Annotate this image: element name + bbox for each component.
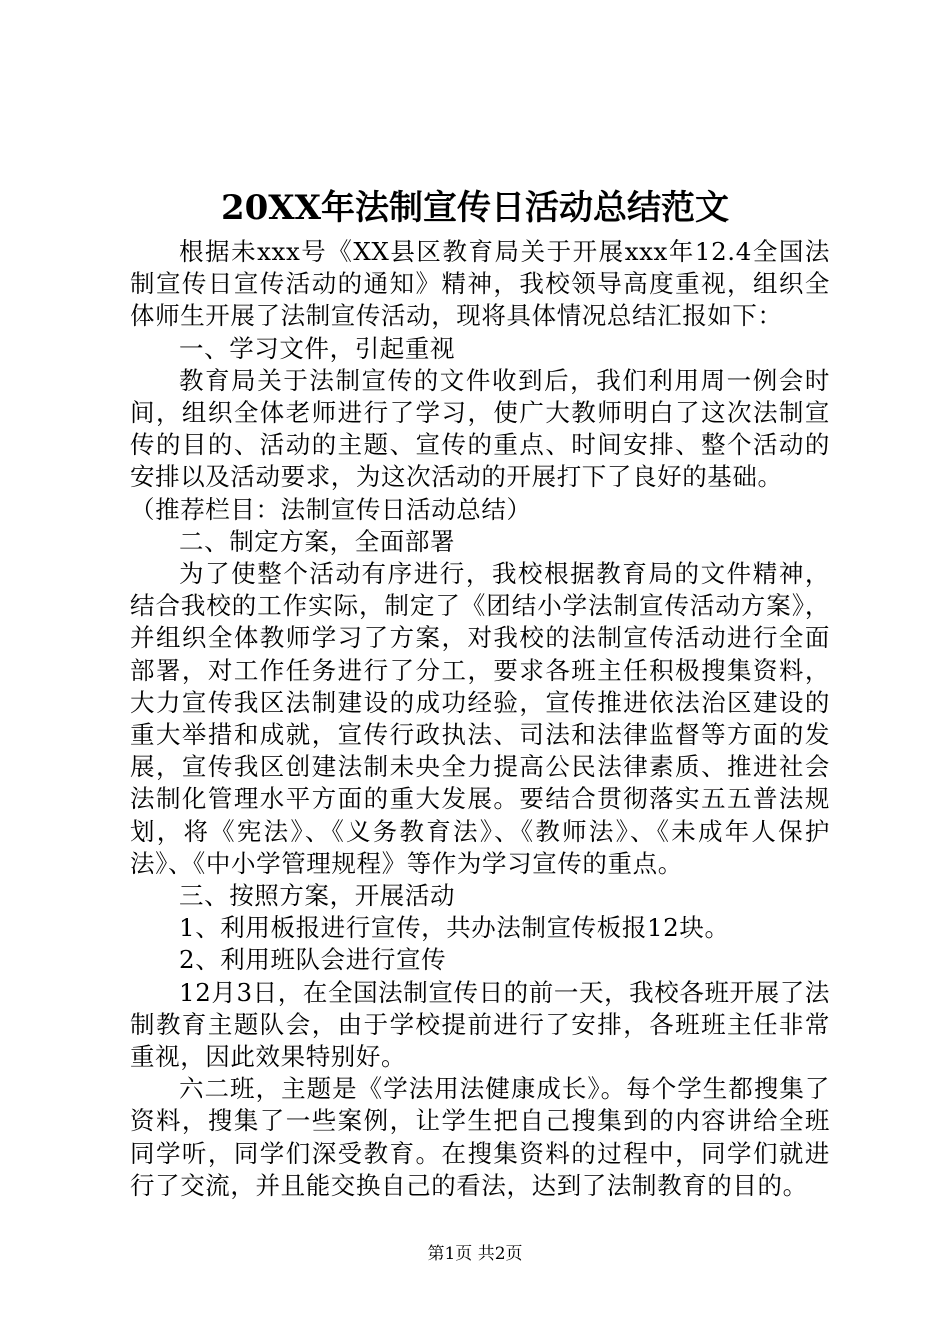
recommended-column-note: （推荐栏目：法制宣传日活动总结）: [130, 494, 532, 524]
document-body: [130, 236, 830, 1202]
paragraph-team-meeting: 12月3日，在全国法制宣传日的前一天，我校各班开展了法制教育主题队会，由于学校提前进行了安排，各班班主任非常重视，因此效果特别好。: [130, 977, 830, 1072]
section-heading-3: 三、按照方案，开展活动: [179, 881, 456, 911]
page-indicator: 第1页 共2页: [427, 1244, 523, 1264]
paragraph-section-1: 教育局关于法制宣传的文件收到后，我们利用周一例会时间，组织全体老师进行了学习，使广大教师明白了这次法制宣传的目的、活动的主题、宣传的重点、时间安排、整个活动的安排以及活动要求，为这次活动的开展打下了良好的基础。: [130, 365, 830, 492]
list-item-1: 1、利用板报进行宣传，共办法制宣传板报12块。: [179, 913, 730, 943]
paragraph-section-2: 为了使整个活动有序进行，我校根据教育局的文件精神，结合我校的工作实际，制定了《团结小学法制宣传活动方案》，并组织全体教师学习了方案，对我校的法制宣传活动进行全面部署，对工作任务进行了分工，要求各班主任积极搜集资料，大力宣传我区法制建设的成功经验，宣传推进依法治区建设的重大举措和成就，宣传行政执法、司法和法律监督等方面的发展，宣传我区创建法制未央全力提高公民法律素质、推进社会法制化管理水平方面的重大发展。要结合贯彻落实五五普法规划，将《宪法》、《义务教育法》、《教师法》、《未成年人保护法》、《中小学管理规程》等作为学习宣传的重点。: [130, 559, 830, 878]
document-title: 20XX年法制宣传日活动总结范文: [220, 188, 730, 228]
list-item-2: 2、利用班队会进行宣传: [179, 945, 447, 975]
paragraph-class-6-2: 六二班，主题是《学法用法健康成长》。每个学生都搜集了资料，搜集了一些案例，让学生把自己搜集到的内容讲给全班同学听，同学们深受教育。在搜集资料的过程中，同学们就进行了交流，并且能交换自己的看法，达到了法制教育的目的。: [130, 1074, 830, 1200]
paragraph-intro: 根据未xxx号《XX县区教育局关于开展xxx年12.4全国法制宣传日宣传活动的通知》精神，我校领导高度重视，组织全体师生开展了法制宣传活动，现将具体情况总结汇报如下：: [130, 237, 830, 331]
section-heading-1: 一、学习文件，引起重视: [179, 333, 456, 363]
section-heading-2: 二、制定方案，全面部署: [179, 526, 456, 556]
